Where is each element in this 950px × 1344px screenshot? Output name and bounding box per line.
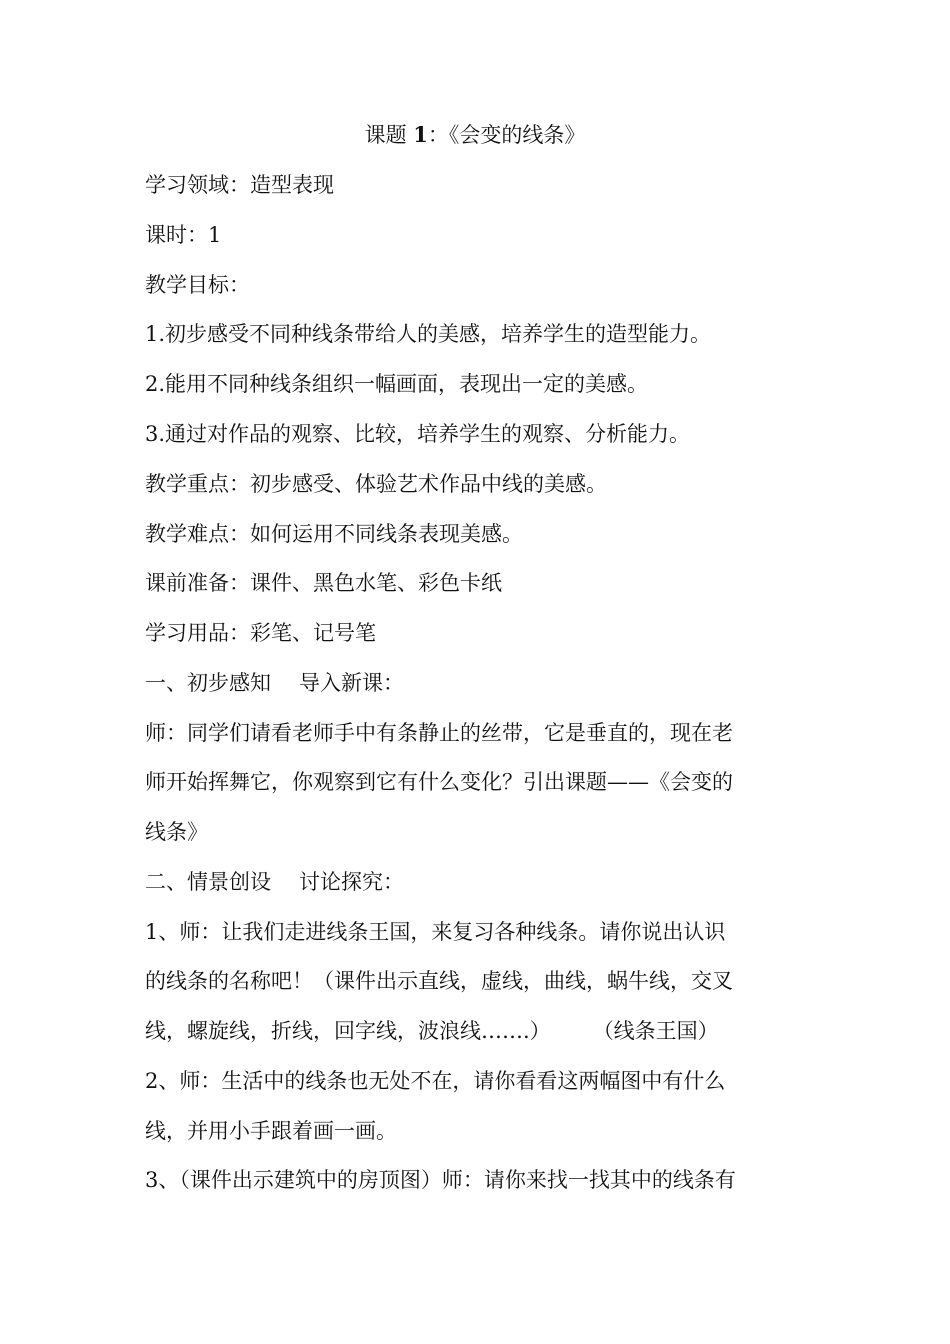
difficulties-line: 教学难点：如何运用不同线条表现美感。 [145,522,523,546]
paragraph-3-line-3: 3、（课件出示建筑中的房顶图）师：请你来找一找其中的线条有 [145,1168,736,1192]
section-2-heading [145,867,815,897]
title-name: ：《会变的线条》 [427,123,586,147]
preparation-line: 课前准备：课件、黑色水笔、彩色卡纸 [145,571,502,595]
section-2-label-2: 讨论探究： [299,870,404,894]
objectives-heading: 教学目标： [145,273,250,297]
paragraph-3-line-2: 线，并用小手跟着画一画。 [145,1119,397,1143]
paragraph-2-line-1: 1、师：让我们走进线条王国，来复习各种线条。请你说出认识 [145,920,726,944]
objective-3: 3.通过对作品的观察、比较，培养学生的观察、分析能力。 [145,422,691,446]
objective-1: 1.初步感受不同种线条带给人的美感，培养学生的造型能力。 [145,322,712,346]
section-1-label: 一、初步感知 [145,671,271,695]
objective-2: 2.能用不同种线条组织一幅画面，表现出一定的美感。 [145,372,649,396]
lesson-title [0,120,950,150]
paragraph-3-line-1: 2、师：生活中的线条也无处不在，请你看看这两幅图中有什么 [145,1069,726,1093]
paragraph-2-line-3 [145,1016,815,1046]
paragraph-1-line-2: 师开始挥舞它，你观察到它有什么变化？引出课题——《会变的 [145,770,733,794]
paragraph-1-line-1: 师：同学们请看老师手中有条静止的丝带，它是垂直的，现在老 [145,721,733,745]
key-points-line: 教学重点：初步感受、体验艺术作品中线的美感。 [145,472,607,496]
section-1-heading [145,668,815,698]
line-kingdom-note: （线条王国） [592,1019,719,1043]
paragraph-1-line-3: 线条》 [145,820,208,844]
study-area-line: 学习领域：造型表现 [145,173,334,197]
section-1-label-2: 导入新课： [299,671,404,695]
title-number: 1 [413,122,428,147]
title-prefix: 课题 [364,123,407,147]
class-hours-line: 课时：1 [145,223,222,247]
paragraph-2-line-2: 的线条的名称吧！（课件出示直线，虚线，曲线，蜗牛线，交叉 [145,969,733,993]
paragraph-2-line-3-text: 线，螺旋线，折线，回字线，波浪线…….） [145,1019,551,1043]
section-2-label: 二、情景创设 [145,870,271,894]
supplies-line: 学习用品：彩笔、记号笔 [145,621,376,645]
